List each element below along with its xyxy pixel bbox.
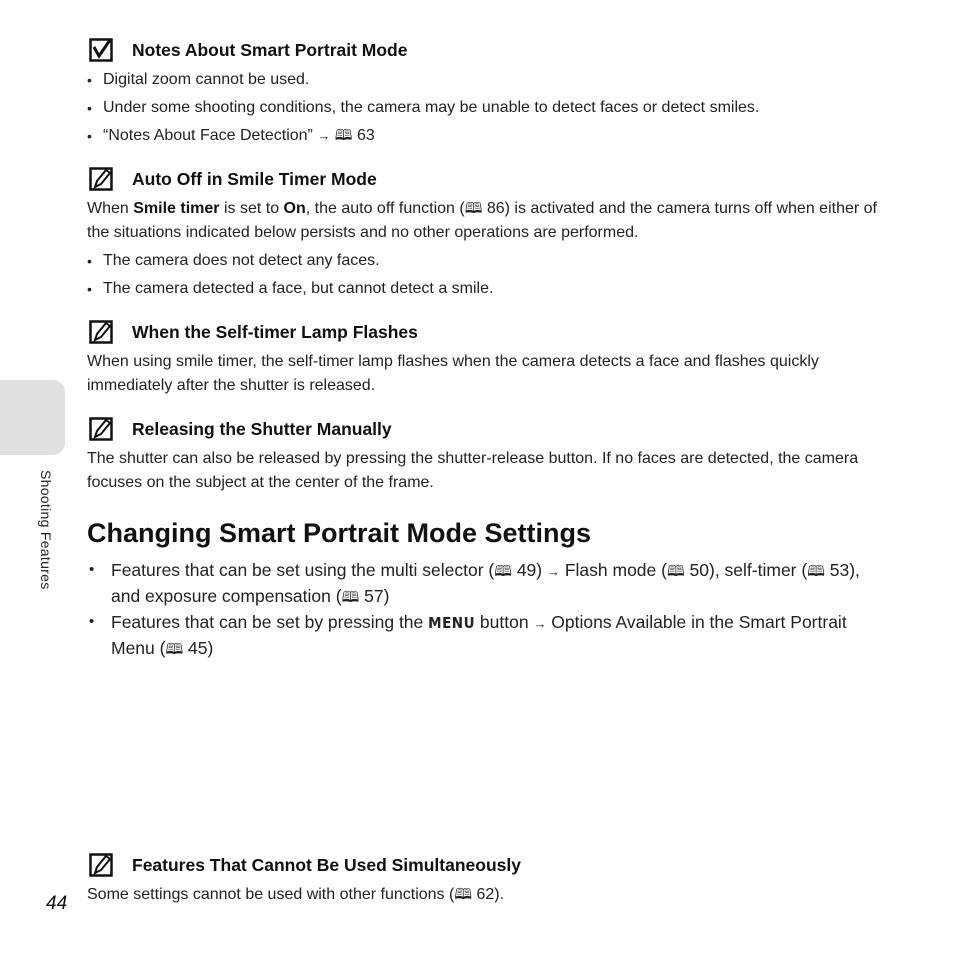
book-icon: 🕮 (165, 641, 184, 658)
note-title: When the Self-timer Lamp Flashes (132, 321, 418, 342)
note-title: Releasing the Shutter Manually (132, 418, 392, 439)
note-simultaneous (87, 849, 877, 907)
pencil-icon (88, 852, 114, 878)
arrow-icon: → (546, 564, 560, 579)
page-ref: 62 (476, 886, 495, 903)
list-item: • Under some shooting conditions, the camera may be unable to detect faces or detect smiles. (87, 94, 877, 122)
note-title: Features That Cannot Be Used Simultaneously (132, 854, 521, 875)
arrow-icon: → (317, 128, 331, 143)
pencil-icon (88, 319, 114, 345)
section-title: Changing Smart Portrait Mode Settings (87, 518, 592, 548)
list-item: • Features that can be set by pressing the MENU button → Options Available in the Smart Portrait Menu (🕮 45) (87, 610, 877, 662)
book-icon: 🕮 (494, 563, 512, 580)
note-release-shutter (87, 413, 877, 495)
arrow-icon: → (533, 616, 547, 631)
note-paragraph: When using smile timer, the self-timer lamp flashes when the camera detects a face and flashes quickly immediately after the shutter is released. (87, 353, 819, 394)
check-mark-icon (88, 37, 114, 63)
note-auto-off (87, 163, 877, 303)
book-icon: 🕮 (666, 563, 685, 580)
list-item: • Features that can be set using the multi selector (🕮 49) → Flash mode (🕮 50), self-timer (🕮 53), and exposure compensation (🕮 57) (87, 558, 877, 610)
page-ref: 49 (516, 560, 537, 580)
list-item: • The camera does not detect any faces. (87, 247, 877, 275)
smile-timer-term: Smile timer (133, 200, 220, 217)
page-ref: 45 (188, 638, 208, 658)
book-icon: 🕮 (454, 886, 473, 903)
page-number: 44 (46, 893, 68, 914)
pencil-icon (88, 166, 114, 192)
menu-button-icon: MENU (428, 614, 476, 632)
side-tab (0, 380, 65, 455)
note-title: Notes About Smart Portrait Mode (132, 39, 408, 60)
note-title: Auto Off in Smile Timer Mode (132, 168, 377, 189)
book-icon: 🕮 (341, 589, 360, 606)
note-self-timer-lamp (87, 316, 877, 398)
page-ref: 53 (829, 560, 850, 580)
note-paragraph: Some settings cannot be used with other functions (🕮 62). (87, 886, 505, 903)
ref-text: “Notes About Face Detection” (103, 127, 313, 144)
note-paragraph: The shutter can also be released by pressing the shutter-release button. If no faces are detected, the camera focuses on the subject at the center of the frame. (87, 450, 859, 491)
pencil-icon (88, 416, 114, 442)
list-item: • Digital zoom cannot be used. (87, 66, 877, 94)
page-ref: 50 (689, 560, 709, 580)
book-icon: 🕮 (334, 127, 353, 144)
page-ref: 63 (356, 127, 375, 144)
book-icon: 🕮 (807, 563, 825, 580)
list-item-ref[interactable] (87, 122, 877, 150)
page-ref: 57 (364, 586, 384, 606)
settings-list (87, 558, 877, 662)
note-paragraph: When Smile timer is set to On, the auto off function (🕮 86) is activated and the camera turns off when either of the situations indicated below persists and no other operations are performed. (87, 200, 877, 241)
page-ref: 86 (486, 200, 505, 217)
side-tab-label: Shooting Features (38, 470, 54, 590)
list-item: • The camera detected a face, but cannot detect a smile. (87, 275, 877, 303)
book-icon: 🕮 (464, 200, 483, 217)
note-smart-portrait (87, 34, 877, 150)
on-term: On (283, 200, 306, 217)
